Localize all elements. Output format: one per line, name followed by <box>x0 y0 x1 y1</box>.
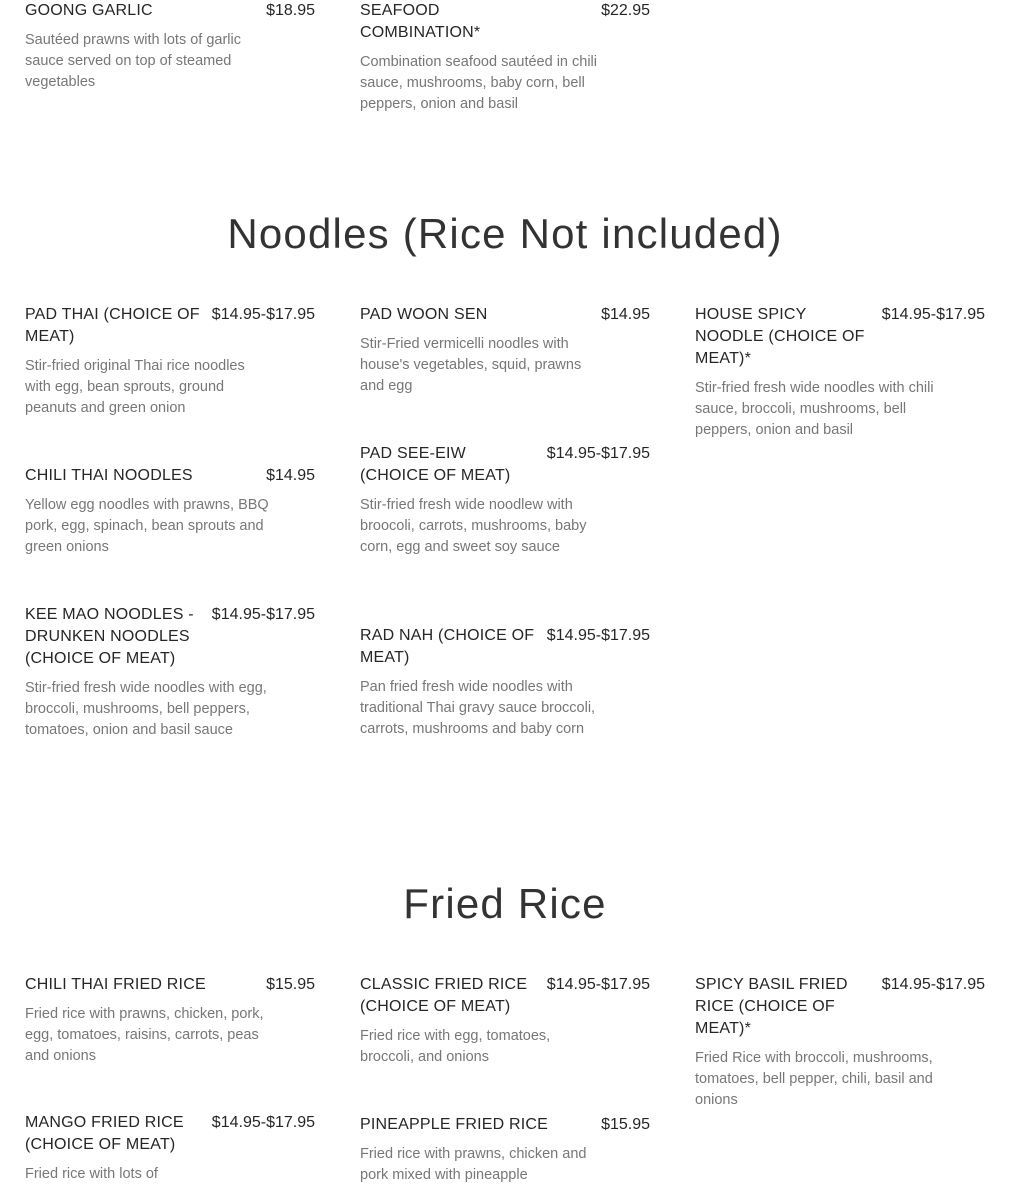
item-name: SPICY BASIL FRIED RICE (CHOICE OF MEAT)* <box>695 976 848 1037</box>
menu-item-kee-mao-noodles <box>25 604 315 741</box>
menu-item-house-spicy-noodle <box>695 304 985 441</box>
item-description: Fried rice with prawns, chicken and pork mixed with pineapple <box>360 1146 587 1183</box>
menu-item-spicy-basil-fried-rice <box>695 974 985 1111</box>
item-description: Fried rice with prawns, chicken, pork, egg, tomatoes, raisins, carrots, peas and onions <box>25 1006 264 1064</box>
item-name: KEE MAO NOODLES - DRUNKEN NOODLES (CHOICE OF MEAT) <box>25 606 194 667</box>
item-price: $14.95-$17.95 <box>546 976 650 993</box>
menu-item-rad-nah <box>360 625 650 740</box>
item-price: $14.95-$17.95 <box>211 1114 315 1131</box>
item-description: Sautéed prawns with lots of garlic sauce served on top of steamed vegetables <box>25 32 241 90</box>
item-price: $22.95 <box>601 2 650 19</box>
item-price: $18.95 <box>266 2 315 19</box>
item-price: $15.95 <box>266 976 315 993</box>
item-name: GOONG GARLIC <box>25 2 153 19</box>
item-description: Stir-fried fresh wide noodlew with broocoli, carrots, mushrooms, baby corn, egg and sweet soy sauce <box>360 497 587 555</box>
section-title-fried-rice: Fried Rice <box>403 880 607 927</box>
item-price: $14.95-$17.95 <box>211 306 315 323</box>
menu-item-pad-thai <box>25 304 315 419</box>
menu-item-chili-thai-fried-rice <box>25 974 315 1067</box>
item-name: RAD NAH (CHOICE OF MEAT) <box>360 627 535 666</box>
menu-item-goong-garlic <box>25 0 315 93</box>
item-price: $14.95 <box>266 467 315 484</box>
menu-item-pineapple-fried-rice <box>360 1114 650 1186</box>
item-description: Fried Rice with broccoli, mushrooms, tomatoes, bell pepper, chili, basil and onions <box>695 1050 933 1108</box>
item-name: CHILI THAI FRIED RICE <box>25 976 206 993</box>
item-price: $14.95-$17.95 <box>211 606 315 623</box>
item-price: $14.95-$17.95 <box>546 627 650 644</box>
item-name: SEAFOOD COMBINATION* <box>360 2 481 41</box>
item-name: CHILI THAI NOODLES <box>25 467 193 484</box>
item-description: Stir-Fried vermicelli noodles with house's vegetables, squid, prawns and egg <box>360 336 582 394</box>
menu-item-classic-fried-rice <box>360 974 650 1068</box>
item-name: PINEAPPLE FRIED RICE <box>360 1116 549 1133</box>
item-description: Fried rice with lots of <box>25 1166 158 1182</box>
item-name: HOUSE SPICY NOODLE (CHOICE OF MEAT)* <box>695 306 865 367</box>
item-price: $14.95-$17.95 <box>881 306 985 323</box>
item-description: Fried rice with egg, tomatoes, broccoli, and onions <box>360 1028 551 1065</box>
item-description: Stir-fried original Thai rice noodles with egg, bean sprouts, ground peanuts and green onion <box>25 358 245 416</box>
item-description: Yellow egg noodles with prawns, BBQ pork, egg, spinach, bean sprouts and green onions <box>25 497 269 555</box>
item-description: Stir-fried fresh wide noodles with chili sauce, broccoli, mushrooms, bell peppers, onion and basil <box>695 380 934 438</box>
item-name: MANGO FRIED RICE (CHOICE OF MEAT) <box>25 1114 184 1153</box>
item-price: $14.95-$17.95 <box>546 445 650 462</box>
item-name: PAD SEE-EIW (CHOICE OF MEAT) <box>360 445 511 484</box>
item-name: CLASSIC FRIED RICE (CHOICE OF MEAT) <box>360 976 528 1015</box>
item-price: $14.95 <box>601 306 650 323</box>
item-description: Stir-fried fresh wide noodles with egg, broccoli, mushrooms, bell peppers, tomatoes, onion and basil sauce <box>25 680 267 738</box>
item-description: Pan fried fresh wide noodles with traditional Thai gravy sauce broccoli, carrots, mushrooms and baby corn <box>360 679 596 737</box>
menu-item-pad-see-eiw <box>360 443 650 558</box>
menu-item-seafood-combination <box>360 0 650 115</box>
item-price: $15.95 <box>601 1116 650 1133</box>
menu-item-mango-fried-rice <box>25 1112 315 1185</box>
menu-item-chili-thai-noodles <box>25 465 315 558</box>
item-price: $14.95-$17.95 <box>881 976 985 993</box>
item-name: PAD THAI (CHOICE OF MEAT) <box>25 306 200 345</box>
section-title-noodles: Noodles (Rice Not included) <box>227 210 783 257</box>
item-description: Combination seafood sautéed in chili sauce, mushrooms, baby corn, bell peppers, onion and basil <box>360 54 597 112</box>
menu-item-pad-woon-sen <box>360 304 650 397</box>
item-name: PAD WOON SEN <box>360 306 488 323</box>
